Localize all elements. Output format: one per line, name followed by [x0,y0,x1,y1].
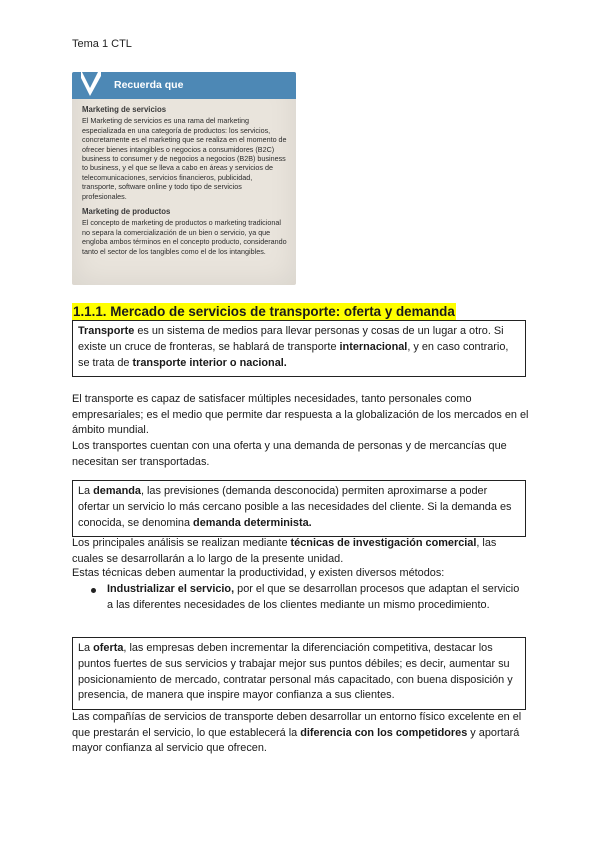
term-demanda: demanda [93,485,141,497]
checkmark-icon [78,72,104,98]
photo-section-title: Marketing de productos [82,207,171,217]
box-text: La [78,485,94,497]
photo-banner [72,72,296,99]
term-transporte: Transporte [78,325,135,337]
paragraph: El transporte es capaz de satisfacer múltiples necesidades, tanto personales como empresariales; es el medio que permite dar respuesta a la globalización de los mercados en el ámbito mundial. [72,393,529,437]
term-diferencia-competidores: diferencia con los competidores [300,726,468,739]
list-item [91,582,526,613]
list-text: por el que se desarrollan procesos que adaptan el servicio a las diferentes necesidades de los clientes mediante un mismo procedimiento. [107,583,520,611]
para-text: y aportará mayor confianza al servicio que ofrecen. [72,726,520,755]
box-text: es un sistema de medios para llevar personas y cosas de un lugar a otro. Si existe un cruce de fronteras, se hablará de transporte [78,325,504,353]
box-text: , y en caso contrario, se trata de [78,340,509,369]
paragraph [72,710,530,757]
box-text: La [78,642,94,654]
para-text: Las compañías de servicios de transporte deben desarrollar un entorno físico excelente en el que prestarán el servicio, lo que establecerá la [72,711,522,739]
bullet-icon [91,588,96,593]
paragraph: Los transportes cuentan con una oferta y una demanda de personas y de mercancías que necesitan ser transportadas. [72,440,507,468]
term-demanda-determinista: demanda determinista. [193,516,312,529]
term-nacional: transporte interior o nacional. [132,356,287,369]
paragraph [72,536,530,567]
photo-section-text: El concepto de marketing de productos o marketing tradicional no separa la comercialización de un bien o servicio, ya que engloba ambos términos en el concepto producto, considerando tanto el sector de los tangibles como el de los intangibles. [82,218,287,256]
list-item-text [107,582,526,613]
photo-section-text: El Marketing de servicios es una rama del marketing especializada en una categoría de productos: los servicios, concretamente es el marketing que se realiza en el momento de ofrecer bienes intangibles o negocios a consumidores (B2C) business to consumer y de negocios a negocios (B2B) business to business, y el que se lleva a cabo en áreas y servicios de telecomunicaciones, servicios financieros, publicidad, transporte, software online y todo tipo de servicios profesionales. [82,116,287,201]
paragraph: Estas técnicas deben aumentar la productividad, y existen diversos métodos: [72,567,445,579]
textbook-photo [72,72,296,285]
definition-box-demanda [72,480,526,537]
box-text: , las empresas deben incrementar la diferenciación competitiva, destacar los puntos fuertes de sus servicios y trabajar mejor sus puntos débiles; es decir, aumentar su posicionamiento de mercado, contratar personal más capacitado, con buena disposición y presencia, de manera que inspire mayor confianza a sus clientes. [78,642,513,702]
para-text: Los principales análisis se realizan mediante [72,537,291,549]
photo-body [72,99,296,256]
photo-banner-title: Recuerda que [114,79,184,91]
definition-box-oferta [72,637,526,710]
definition-box-transporte [72,320,526,377]
term-investigacion-comercial: técnicas de investigación comercial [290,537,477,549]
photo-section-title: Marketing de servicios [82,105,167,114]
term-internacional: internacional [339,340,408,353]
term-oferta: oferta [93,642,124,654]
box-text: , las previsiones (demanda desconocida) permiten aproximarse a poder ofertar un servicio lo más cercano posible a las necesidades del cliente. Si la demanda es conocida, se denomina [78,485,512,529]
term-industrializar: Industrializar el servicio, [107,583,235,595]
section-heading: 1.1.1. Mercado de servicios de transporte: oferta y demanda [73,304,455,319]
page-header: Tema 1 CTL [72,38,132,50]
para-text: , las cuales se desarrollarán a lo largo de la presente unidad. [72,537,497,565]
